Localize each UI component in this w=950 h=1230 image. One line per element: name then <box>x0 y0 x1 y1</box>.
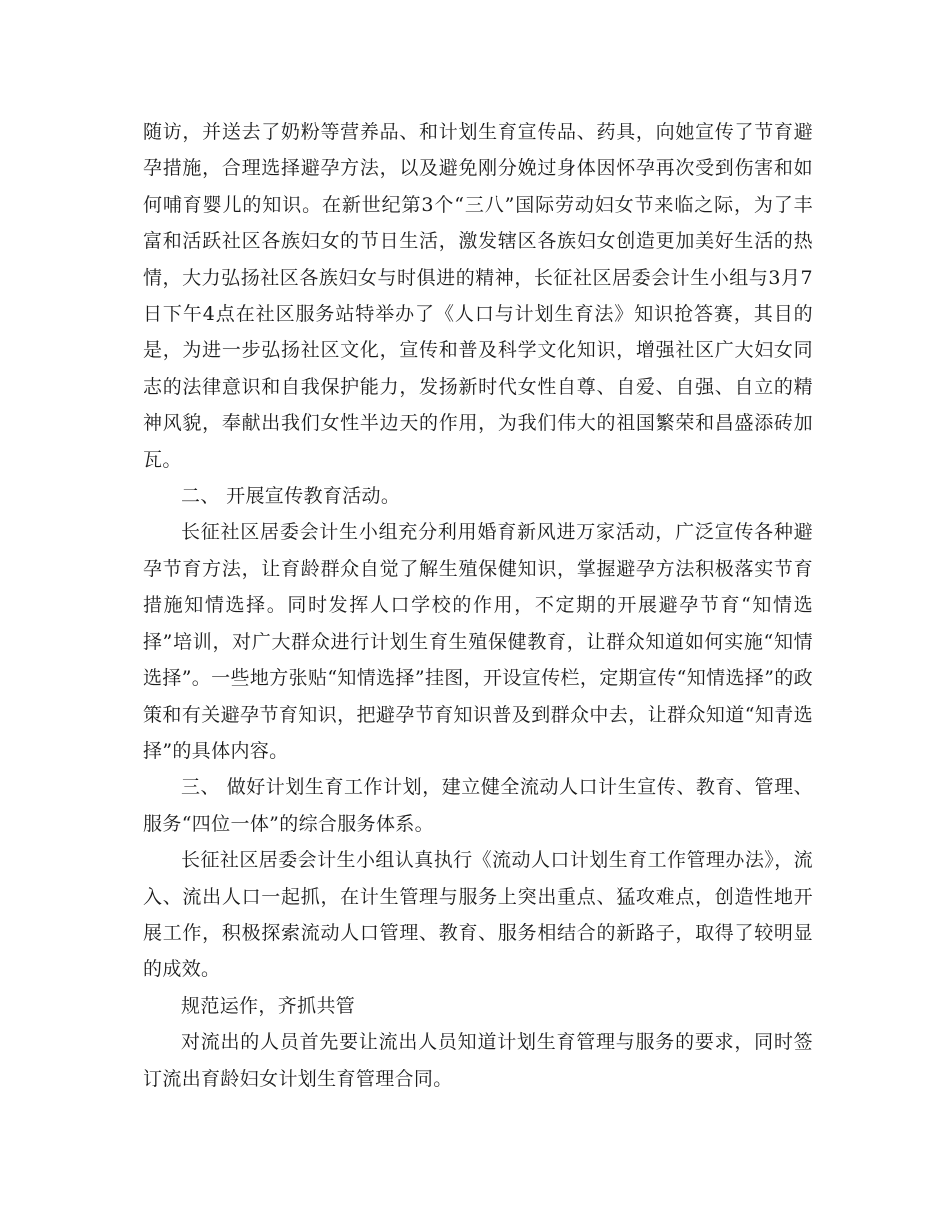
document-body <box>143 114 813 1097</box>
subheading: 规范运作，齐抓共管 <box>181 994 356 1017</box>
paragraph: 长征社区居委会计生小组认真执行《流动人口计划生育工作管理办法》，流入、流出人口一起抓，在计生管理与服务上突出重点、猛攻难点，创造性地开展工作，积极探索流动人口管理、教育、服务相结合的新路子，取得了较明显的成效。 <box>143 849 813 981</box>
paragraph-continued: 随访，并送去了奶粉等营养品、和计划生育宣传品、药具，向她宣传了节育避孕措施，合理选择避孕方法，以及避免刚分娩过身体因怀孕再次受到伤害和如何哺育婴儿的知识。在新世纪第3个“三八”国际劳动妇女节来临之际，为了丰富和活跃社区各族妇女的节日生活，激发辖区各族妇女创造更加美好生活的热情，大力弘扬社区各族妇女与时俱进的精神，长征社区居委会计生小组与3月7日下午4点在社区服务站特举办了《人口与计划生育法》知识抢答赛，其目的是，为进一步弘扬社区文化，宣传和普及科学文化知识，增强社区广大妇女同志的法律意识和自我保护能力，发扬新时代女性自尊、自爱、自强、自立的精神风貌，奉献出我们女性半边天的作用，为我们伟大的祖国繁荣和昌盛添砖加瓦。 <box>143 121 813 471</box>
section-heading-two: 二、 开展宣传教育活动。 <box>181 485 401 508</box>
paragraph: 对流出的人员首先要让流出人员知道计划生育管理与服务的要求，同时签订流出育龄妇女计划生育管理合同。 <box>143 1031 813 1090</box>
paragraph: 长征社区居委会计生小组充分利用婚育新风进万家活动，广泛宣传各种避孕节育方法，让育龄群众自觉了解生殖保健知识，掌握避孕方法积极落实节育措施知情选择。同时发挥人口学校的作用，不定期的开展避孕节育“知情选择”培训，对广大群众进行计划生育生殖保健教育，让群众知道如何实施“知情选择”。一些地方张贴“知情选择”挂图，开设宣传栏，定期宣传“知情选择”的政策和有关避孕节育知识，把避孕节育知识普及到群众中去，让群众知道“知青选择”的具体内容。 <box>143 521 813 762</box>
section-heading-three: 三、 做好计划生育工作计划，建立健全流动人口计生宣传、教育、管理、服务“四位一体”的综合服务体系。 <box>143 776 813 835</box>
